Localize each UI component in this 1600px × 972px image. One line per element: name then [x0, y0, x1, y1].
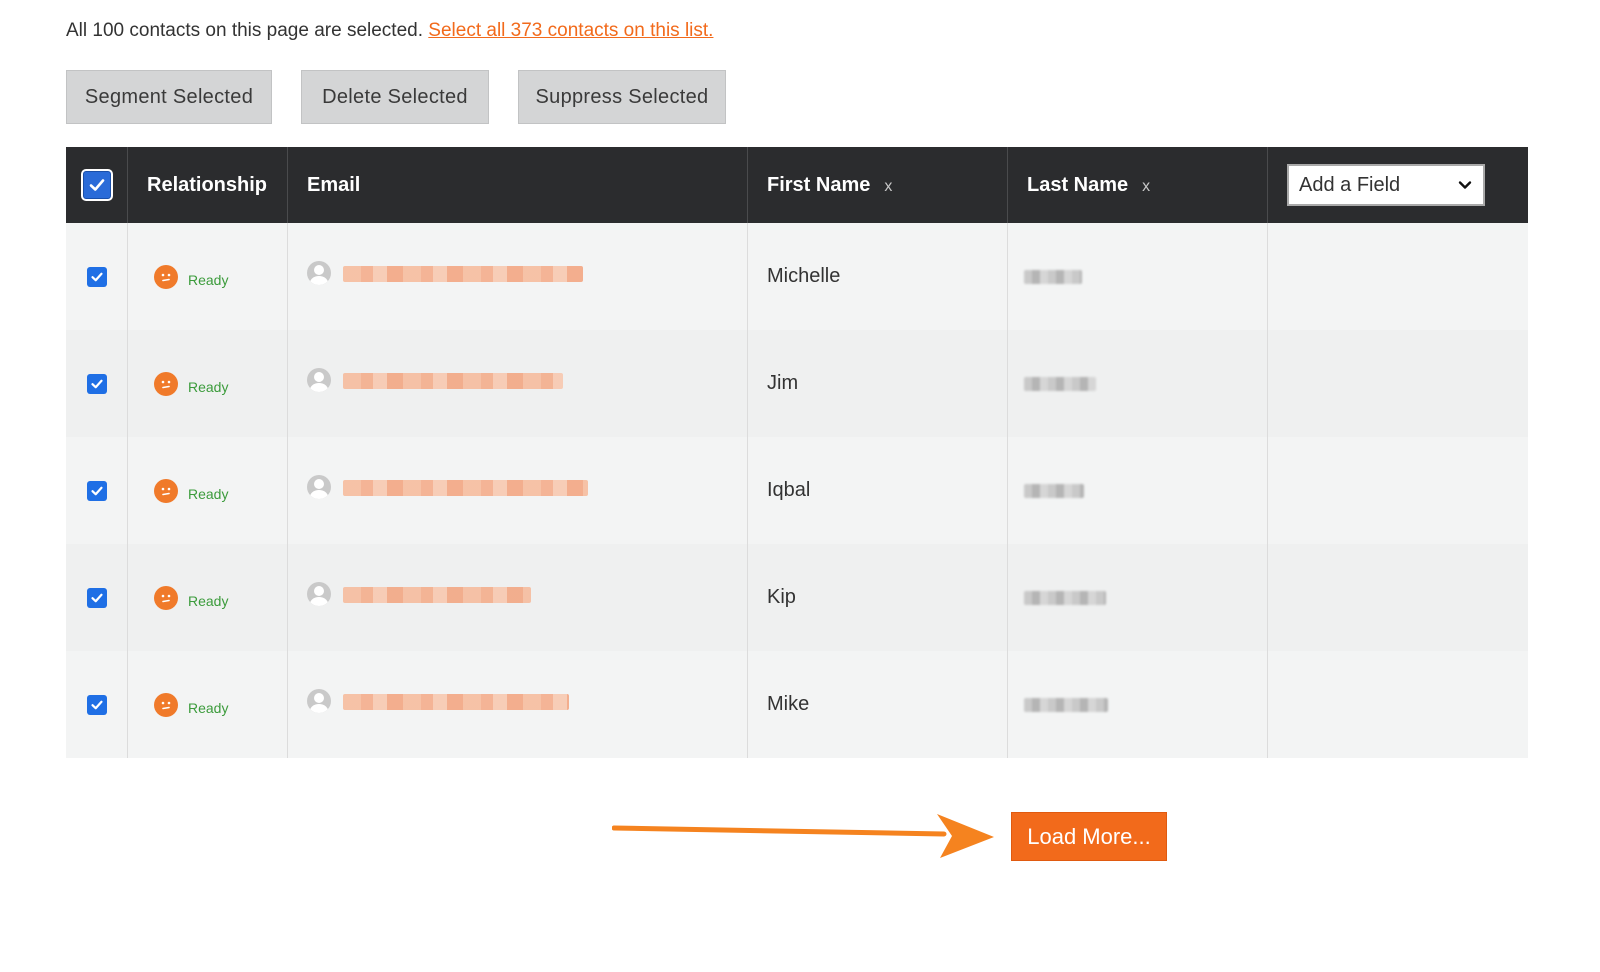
- email-redacted[interactable]: [343, 694, 569, 710]
- extra-field-cell: [1268, 437, 1528, 544]
- header-last-name[interactable]: [1008, 147, 1268, 223]
- extra-field-cell: [1268, 223, 1528, 330]
- neutral-face-icon: [154, 372, 178, 396]
- neutral-face-icon: [154, 586, 178, 610]
- row-checkbox[interactable]: [87, 481, 107, 501]
- row-checkbox-cell: [66, 330, 128, 437]
- suppress-selected-button[interactable]: Suppress Selected: [518, 70, 726, 124]
- table-body: [66, 223, 1528, 758]
- first-name-value: Jim: [767, 372, 799, 394]
- selection-notice-text: All 100 contacts on this page are selected.: [66, 20, 424, 41]
- remove-last-name-column[interactable]: x: [1142, 177, 1151, 195]
- last-name-cell: [1008, 330, 1268, 437]
- relationship-cell: [128, 437, 288, 544]
- load-more-button[interactable]: Load More...: [1011, 812, 1167, 861]
- email-cell: [288, 330, 748, 437]
- first-name-value: Mike: [767, 693, 810, 715]
- table-row: [66, 651, 1528, 758]
- email-redacted[interactable]: [343, 373, 563, 389]
- check-icon: [90, 484, 104, 498]
- row-checkbox-cell: [66, 437, 128, 544]
- neutral-face-icon: [154, 265, 178, 289]
- email-redacted[interactable]: [343, 266, 583, 282]
- email-cell: [288, 437, 748, 544]
- first-name-value: Michelle: [767, 265, 841, 287]
- first-name-cell: [748, 330, 1008, 437]
- header-first-name[interactable]: [748, 147, 1008, 223]
- email-redacted[interactable]: [343, 587, 531, 603]
- check-icon: [90, 270, 104, 284]
- row-checkbox-cell: [66, 544, 128, 651]
- last-name-redacted: [1024, 484, 1084, 498]
- relationship-cell: [128, 330, 288, 437]
- row-checkbox-cell: [66, 651, 128, 758]
- last-name-cell: [1008, 437, 1268, 544]
- extra-field-cell: [1268, 544, 1528, 651]
- chevron-down-icon: [1457, 177, 1473, 193]
- avatar-icon: [307, 689, 331, 713]
- last-name-redacted: [1024, 377, 1096, 391]
- header-add-field: [1268, 147, 1528, 223]
- check-icon: [90, 377, 104, 391]
- status-label: Ready: [188, 699, 229, 716]
- table-row: [66, 330, 1528, 437]
- status-label: Ready: [188, 485, 229, 502]
- last-name-cell: [1008, 651, 1268, 758]
- select-all-checkbox[interactable]: [81, 169, 113, 201]
- row-checkbox[interactable]: [87, 267, 107, 287]
- last-name-redacted: [1024, 698, 1108, 712]
- status-label: Ready: [188, 271, 229, 288]
- row-checkbox[interactable]: [87, 374, 107, 394]
- table-row: [66, 544, 1528, 651]
- relationship-cell: [128, 223, 288, 330]
- neutral-face-icon: [154, 693, 178, 717]
- table-row: [66, 223, 1528, 330]
- add-field-selected-value: Add a Field: [1299, 173, 1401, 196]
- email-cell: [288, 223, 748, 330]
- row-checkbox[interactable]: [87, 588, 107, 608]
- header-last-name-label: Last Name: [1027, 173, 1129, 196]
- email-cell: [288, 544, 748, 651]
- remove-first-name-column[interactable]: x: [884, 177, 893, 195]
- segment-selected-button[interactable]: Segment Selected: [66, 70, 272, 124]
- delete-selected-button[interactable]: Delete Selected: [301, 70, 489, 124]
- first-name-value: Iqbal: [767, 479, 811, 501]
- first-name-cell: [748, 223, 1008, 330]
- first-name-cell: [748, 437, 1008, 544]
- first-name-value: Kip: [767, 586, 796, 608]
- last-name-redacted: [1024, 591, 1106, 605]
- header-relationship[interactable]: [128, 147, 288, 223]
- header-checkbox-cell: [66, 147, 128, 223]
- check-icon: [90, 698, 104, 712]
- select-all-link[interactable]: Select all 373 contacts on this list.: [428, 20, 714, 41]
- last-name-cell: [1008, 544, 1268, 651]
- last-name-cell: [1008, 223, 1268, 330]
- email-cell: [288, 651, 748, 758]
- table-header: [66, 147, 1528, 223]
- check-icon: [90, 591, 104, 605]
- neutral-face-icon: [154, 479, 178, 503]
- relationship-cell: [128, 544, 288, 651]
- avatar-icon: [307, 368, 331, 392]
- status-label: Ready: [188, 378, 229, 395]
- add-field-select[interactable]: [1287, 164, 1485, 206]
- selection-notice: [66, 20, 713, 42]
- email-redacted[interactable]: [343, 480, 588, 496]
- header-email[interactable]: [288, 147, 748, 223]
- extra-field-cell: [1268, 330, 1528, 437]
- status-label: Ready: [188, 592, 229, 609]
- contacts-table: [66, 147, 1528, 758]
- table-row: [66, 437, 1528, 544]
- header-first-name-label: First Name: [767, 173, 871, 196]
- first-name-cell: [748, 544, 1008, 651]
- avatar-icon: [307, 261, 331, 285]
- row-checkbox[interactable]: [87, 695, 107, 715]
- extra-field-cell: [1268, 651, 1528, 758]
- check-icon: [87, 175, 107, 195]
- last-name-redacted: [1024, 270, 1082, 284]
- relationship-cell: [128, 651, 288, 758]
- header-email-label: Email: [307, 173, 361, 196]
- arrow-right-icon: [612, 812, 1002, 872]
- first-name-cell: [748, 651, 1008, 758]
- avatar-icon: [307, 582, 331, 606]
- header-relationship-label: Relationship: [147, 173, 268, 196]
- avatar-icon: [307, 475, 331, 499]
- row-checkbox-cell: [66, 223, 128, 330]
